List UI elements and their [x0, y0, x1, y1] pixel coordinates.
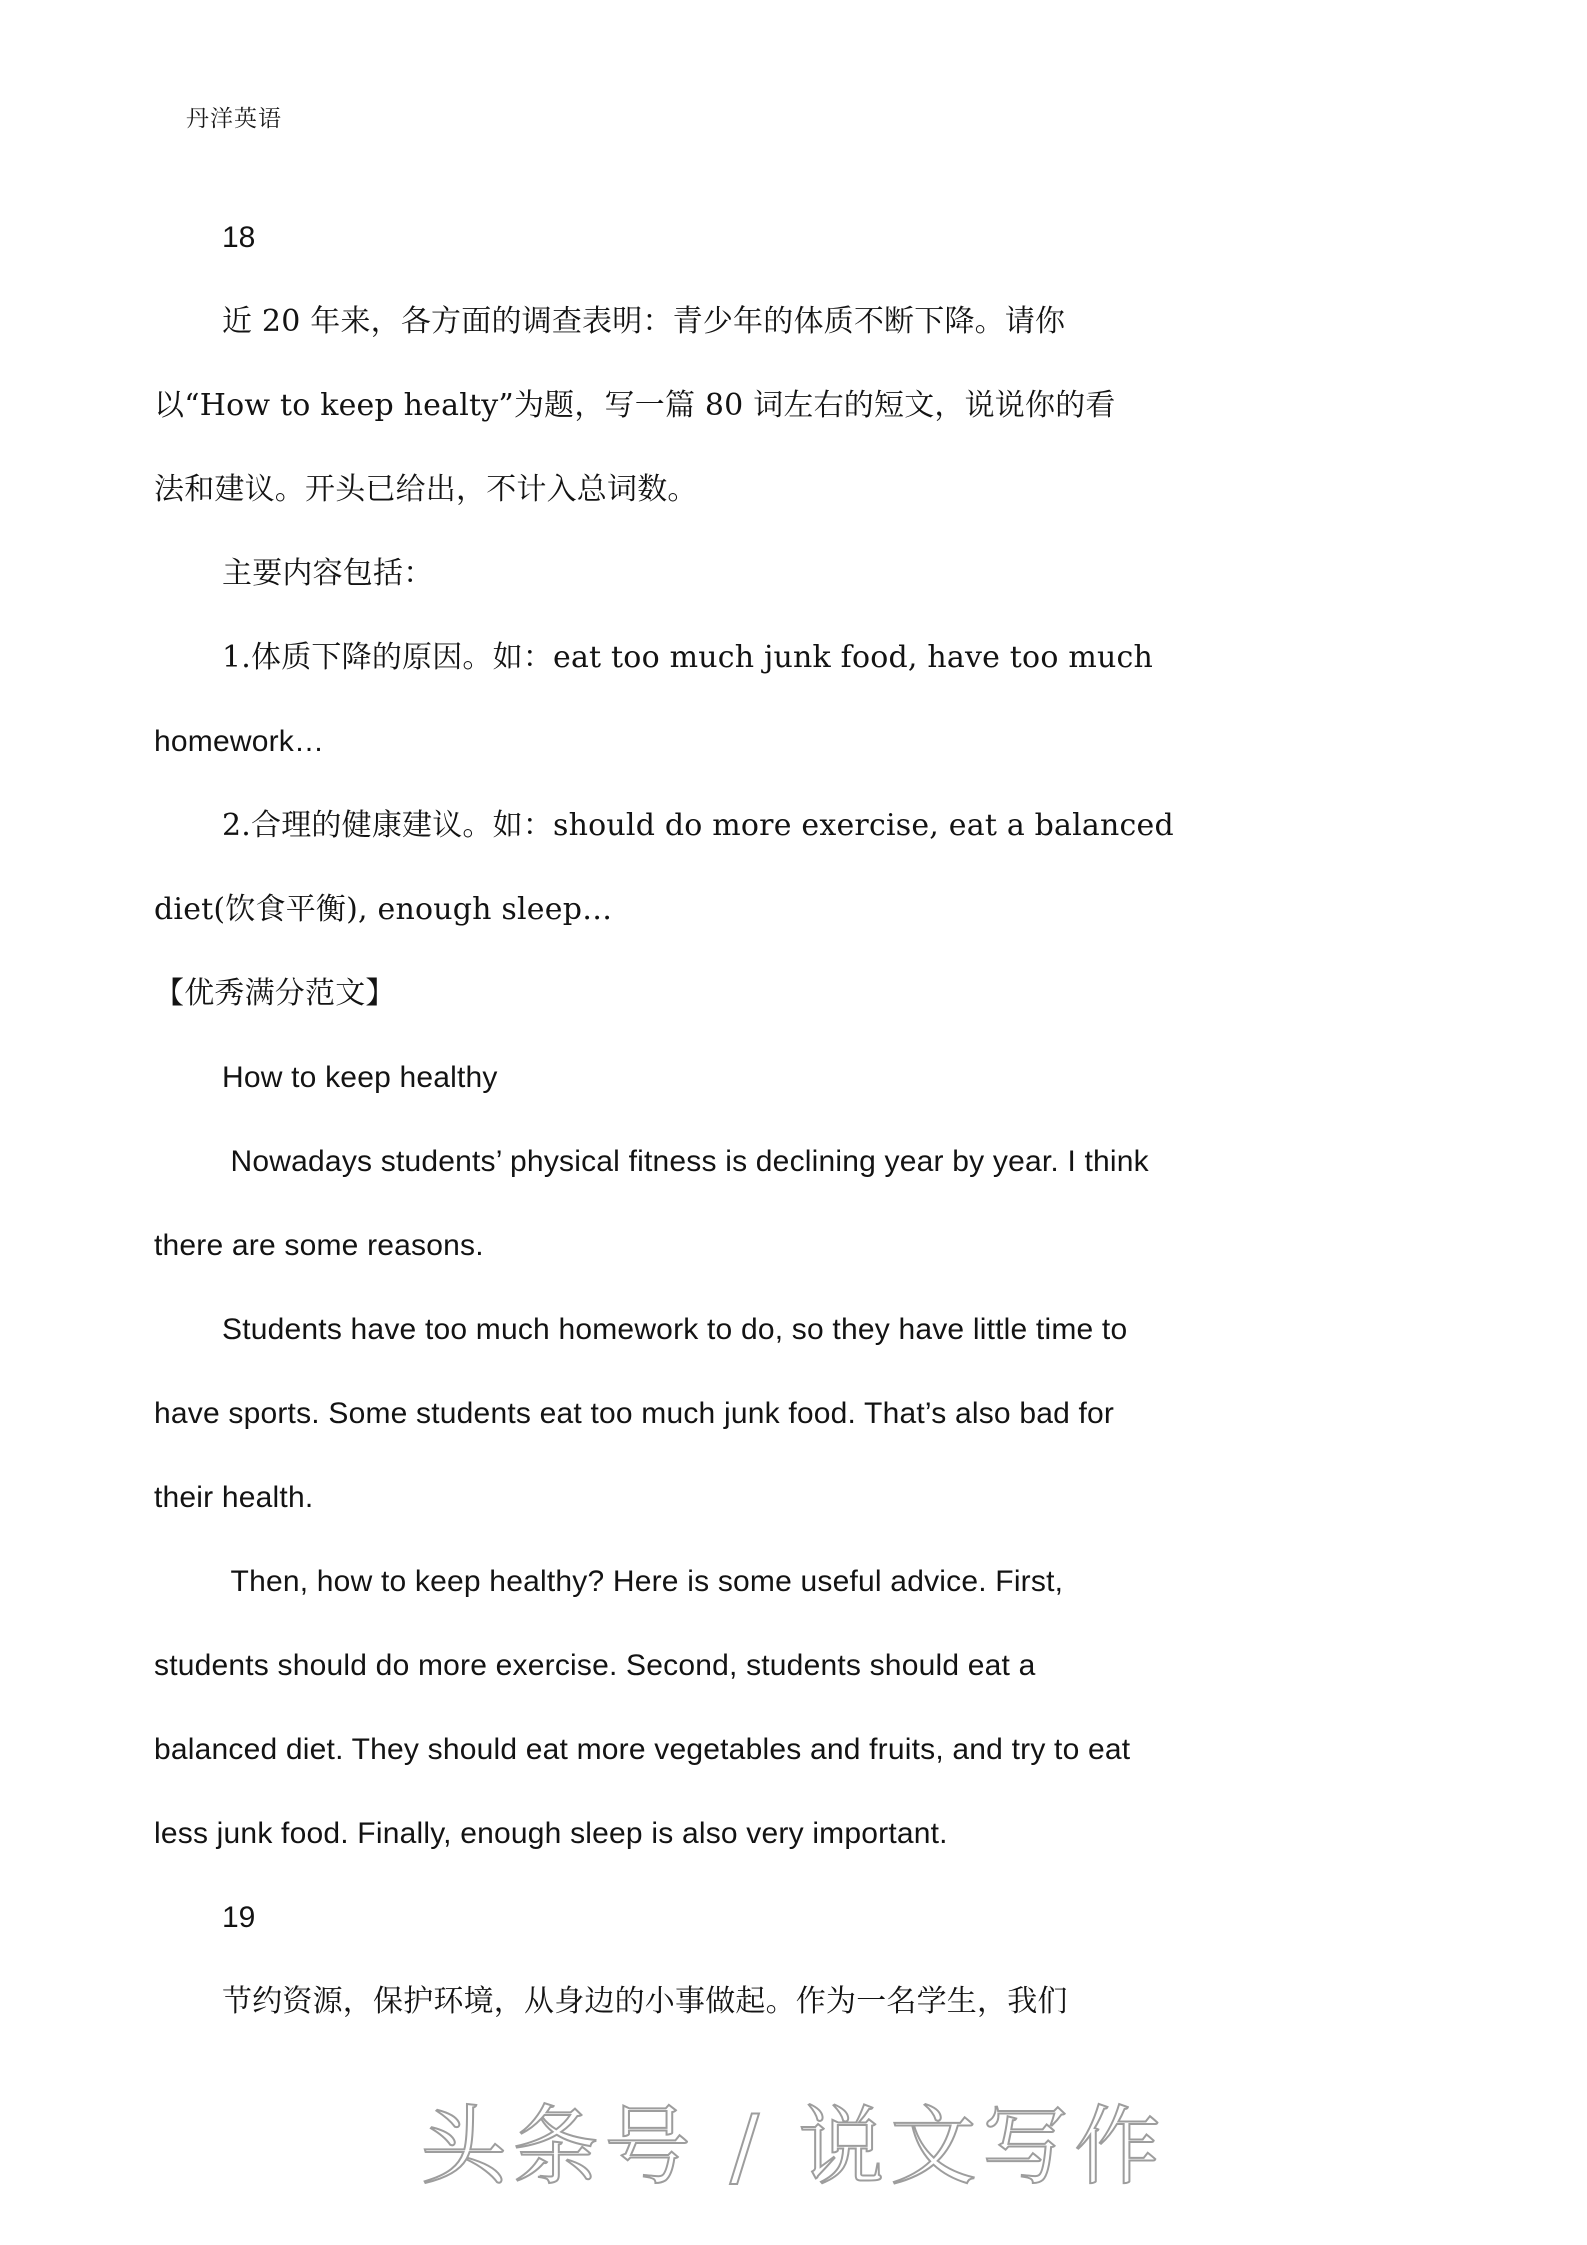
requirement-1-line-1: 1.体质下降的原因。如：eat too much junk food, have too much: [222, 640, 1154, 675]
page-header-label: 丹洋英语: [186, 106, 282, 132]
requirement-2-line-2: diet(饮食平衡), enough sleep…: [154, 892, 613, 927]
section-number-18: 18: [222, 221, 256, 254]
section-number-19: 19: [222, 1901, 256, 1934]
essay-p1-line-1: Nowadays students’ physical fitness is declining year by year. I think: [222, 1145, 1149, 1178]
essay-p3-line-3: balanced diet. They should eat more vegetables and fruits, and try to eat: [154, 1733, 1131, 1766]
requirements-heading: 主要内容包括：: [222, 556, 434, 591]
essay-p3-line-4: less junk food. Finally, enough sleep is also very important.: [154, 1817, 948, 1850]
essay-p2-line-1: Students have too much homework to do, so they have little time to: [222, 1313, 1128, 1346]
prompt-line-3: 法和建议。开头已给出，不计入总词数。: [154, 472, 698, 507]
model-essay-label: 【优秀满分范文】: [154, 976, 396, 1011]
essay-p3-line-2: students should do more exercise. Second, students should eat a: [154, 1649, 1036, 1682]
essay-p1-line-2: there are some reasons.: [154, 1229, 484, 1262]
document-body: [154, 196, 1382, 2044]
requirement-2-line-1: 2.合理的健康建议。如：should do more exercise, eat a balanced: [222, 808, 1174, 843]
requirement-1-line-2: homework…: [154, 725, 325, 758]
watermark: 头条号 / 说文写作: [420, 2097, 1167, 2197]
prompt-line-2: 以“How to keep healty”为题，写一篇 80 词左右的短文，说说你的看: [154, 388, 1116, 423]
essay-p2-line-2: have sports. Some students eat too much junk food. That’s also bad for: [154, 1397, 1115, 1430]
prompt-line-1: 近 20 年来，各方面的调查表明：青少年的体质不断下降。请你: [222, 304, 1066, 339]
essay-title: How to keep healthy: [222, 1061, 498, 1094]
essay-p2-line-3: their health.: [154, 1481, 314, 1514]
section-19-prompt-line-1: 节约资源，保护环境，从身边的小事做起。作为一名学生，我们: [222, 1984, 1068, 2019]
essay-p3-line-1: Then, how to keep healthy? Here is some useful advice. First,: [222, 1565, 1064, 1598]
